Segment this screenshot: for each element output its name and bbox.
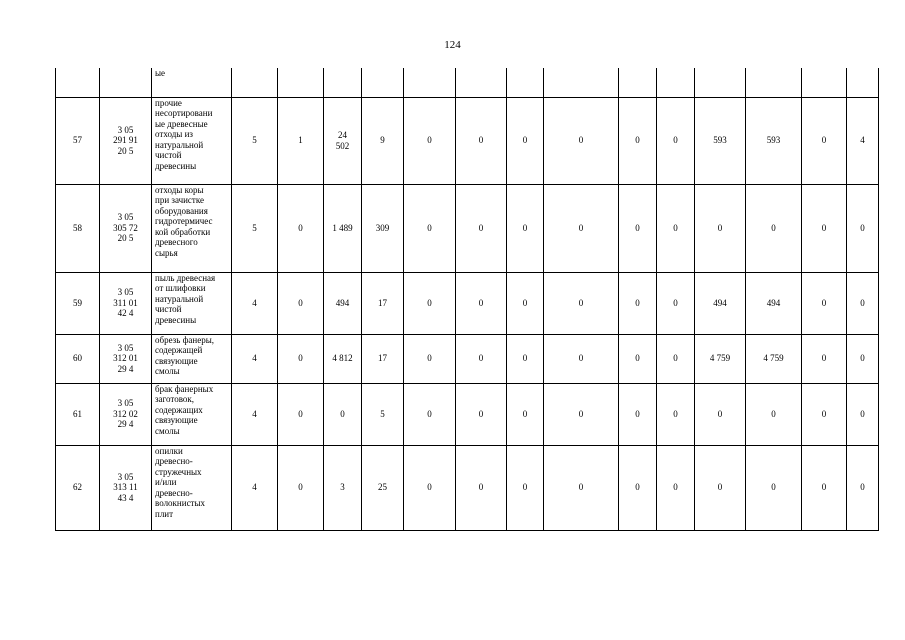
cell-value: 0 <box>507 334 544 383</box>
cell-value: 0 <box>404 383 456 445</box>
cell-value: 0 <box>619 445 657 530</box>
cell-description: отходы коры при зачистке оборудования гидротермичес кой обработки древесного сырья <box>152 184 232 272</box>
table-cell <box>746 68 802 97</box>
table-row <box>56 184 879 272</box>
cell-value: 0 <box>802 383 847 445</box>
cell-value: 0 <box>619 334 657 383</box>
cell-value: 4 759 <box>695 334 746 383</box>
cell-row-number: 58 <box>56 184 100 272</box>
cell-value: 309 <box>362 184 404 272</box>
cell-value: 0 <box>695 184 746 272</box>
cell-value: 0 <box>847 445 879 530</box>
cell-value: 0 <box>404 272 456 334</box>
table-row-continuation <box>56 68 879 97</box>
table-row <box>56 272 879 334</box>
cell-value: 0 <box>847 272 879 334</box>
cell-value: 0 <box>657 383 695 445</box>
table-cell <box>456 68 507 97</box>
cell-value: 0 <box>456 184 507 272</box>
table-row <box>56 97 879 184</box>
cell-value: 0 <box>324 383 362 445</box>
cell-value: 17 <box>362 272 404 334</box>
cell-value: 0 <box>544 184 619 272</box>
cell-description: опилки древесно- стружечных и/или древесно- волокнистых плит <box>152 445 232 530</box>
cell-value: 0 <box>695 383 746 445</box>
cell-row-number: 61 <box>56 383 100 445</box>
cell-value: 0 <box>456 334 507 383</box>
cell-value: 0 <box>619 272 657 334</box>
cell-description: брак фанерных заготовок, содержащих связующие смолы <box>152 383 232 445</box>
cell-value: 5 <box>232 184 278 272</box>
cell-value: 0 <box>404 97 456 184</box>
cell-value: 0 <box>544 383 619 445</box>
table-row <box>56 383 879 445</box>
cell-value: 0 <box>404 445 456 530</box>
cell-value: 0 <box>544 445 619 530</box>
cell-value: 0 <box>404 184 456 272</box>
cell-value: 5 <box>362 383 404 445</box>
table-cell <box>100 68 152 97</box>
cell-value: 0 <box>456 97 507 184</box>
table-cell <box>507 68 544 97</box>
cell-value: 0 <box>847 334 879 383</box>
cell-value: 0 <box>507 97 544 184</box>
cell-value: 0 <box>657 97 695 184</box>
cell-value: 0 <box>278 184 324 272</box>
cell-description: обрезь фанеры, содержащей связующие смолы <box>152 334 232 383</box>
cell-value: 0 <box>619 184 657 272</box>
cell-value: 0 <box>802 184 847 272</box>
cell-waste-code: 3 05 291 91 20 5 <box>100 97 152 184</box>
cell-value: 0 <box>802 445 847 530</box>
cell-waste-code: 3 05 305 72 20 5 <box>100 184 152 272</box>
cell-description: прочие несортировани ые древесные отходы из натуральной чистой древесины <box>152 97 232 184</box>
waste-table <box>55 68 879 531</box>
cell-value: 0 <box>456 445 507 530</box>
cell-value: 0 <box>278 383 324 445</box>
cell-value: 4 <box>232 334 278 383</box>
cell-value: 0 <box>847 184 879 272</box>
cell-value: 0 <box>746 383 802 445</box>
cell-value: 0 <box>544 97 619 184</box>
cell-value: 24 502 <box>324 97 362 184</box>
cell-value: 17 <box>362 334 404 383</box>
table-cell <box>657 68 695 97</box>
cell-value: 4 <box>232 445 278 530</box>
table-row <box>56 334 879 383</box>
cell-value: 0 <box>657 272 695 334</box>
cell-value: 0 <box>278 272 324 334</box>
cell-description: ые <box>152 68 232 97</box>
table-cell <box>695 68 746 97</box>
cell-value: 0 <box>746 445 802 530</box>
cell-value: 0 <box>802 97 847 184</box>
table-cell <box>232 68 278 97</box>
cell-value: 3 <box>324 445 362 530</box>
cell-value: 0 <box>695 445 746 530</box>
cell-value: 0 <box>619 97 657 184</box>
cell-value: 0 <box>657 184 695 272</box>
cell-value: 0 <box>456 272 507 334</box>
cell-value: 4 <box>232 272 278 334</box>
table-cell <box>324 68 362 97</box>
cell-value: 4 <box>847 97 879 184</box>
cell-value: 1 <box>278 97 324 184</box>
cell-row-number: 57 <box>56 97 100 184</box>
cell-value: 0 <box>278 334 324 383</box>
cell-value: 4 812 <box>324 334 362 383</box>
cell-value: 0 <box>507 272 544 334</box>
cell-value: 0 <box>657 334 695 383</box>
cell-waste-code: 3 05 312 02 29 4 <box>100 383 152 445</box>
cell-waste-code: 3 05 312 01 29 4 <box>100 334 152 383</box>
cell-row-number: 60 <box>56 334 100 383</box>
cell-waste-code: 3 05 311 01 42 4 <box>100 272 152 334</box>
cell-value: 0 <box>278 445 324 530</box>
cell-value: 0 <box>802 334 847 383</box>
cell-value: 0 <box>847 383 879 445</box>
cell-value: 0 <box>619 383 657 445</box>
table-cell <box>56 68 100 97</box>
table-cell <box>362 68 404 97</box>
cell-value: 0 <box>544 334 619 383</box>
cell-description: пыль древесная от шлифовки натуральной чистой древесины <box>152 272 232 334</box>
table-cell <box>802 68 847 97</box>
cell-value: 593 <box>695 97 746 184</box>
cell-value: 4 <box>232 383 278 445</box>
cell-value: 1 489 <box>324 184 362 272</box>
cell-value: 0 <box>507 184 544 272</box>
cell-value: 0 <box>404 334 456 383</box>
cell-value: 9 <box>362 97 404 184</box>
cell-value: 494 <box>746 272 802 334</box>
cell-value: 4 759 <box>746 334 802 383</box>
cell-value: 0 <box>802 272 847 334</box>
cell-value: 0 <box>657 445 695 530</box>
cell-value: 0 <box>507 383 544 445</box>
page-number: 124 <box>444 39 461 51</box>
cell-waste-code: 3 05 313 11 43 4 <box>100 445 152 530</box>
cell-row-number: 59 <box>56 272 100 334</box>
cell-value: 5 <box>232 97 278 184</box>
cell-value: 0 <box>746 184 802 272</box>
cell-value: 0 <box>456 383 507 445</box>
cell-value: 25 <box>362 445 404 530</box>
table-cell <box>544 68 619 97</box>
table-cell <box>619 68 657 97</box>
cell-value: 494 <box>324 272 362 334</box>
cell-value: 494 <box>695 272 746 334</box>
table-cell <box>278 68 324 97</box>
cell-row-number: 62 <box>56 445 100 530</box>
cell-value: 0 <box>507 445 544 530</box>
cell-value: 593 <box>746 97 802 184</box>
table-row <box>56 445 879 530</box>
cell-value: 0 <box>544 272 619 334</box>
table-cell <box>847 68 879 97</box>
table-cell <box>404 68 456 97</box>
